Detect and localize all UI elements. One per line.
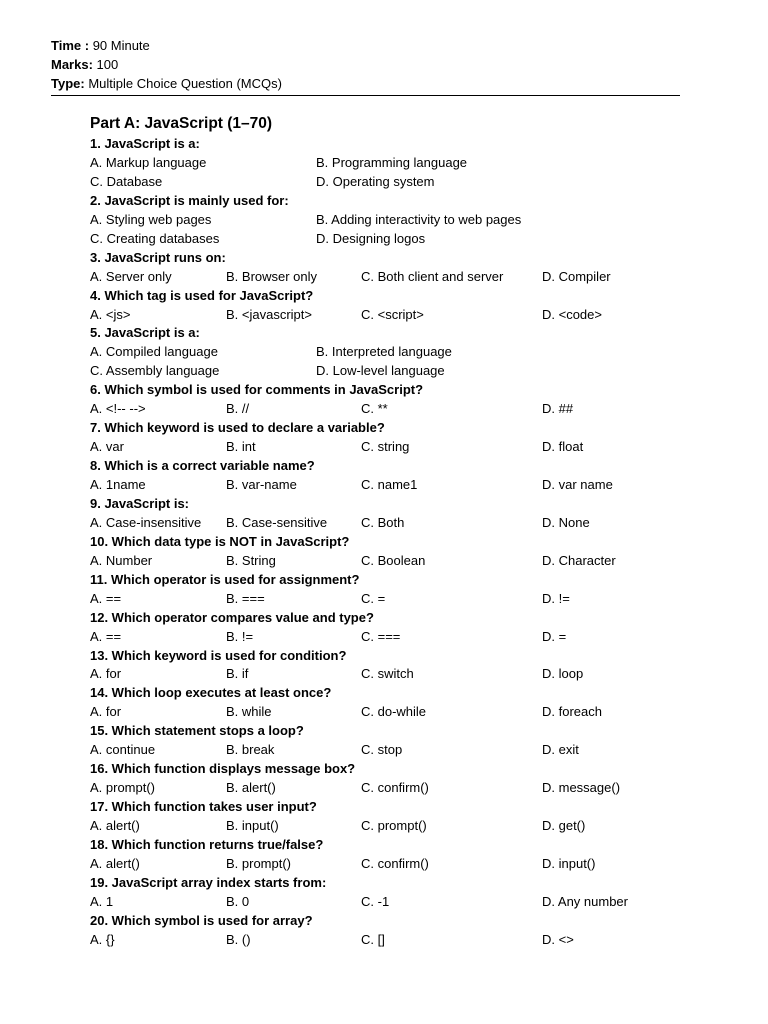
question-text: 5. JavaScript is a: <box>90 325 200 341</box>
question-text: 1. JavaScript is a: <box>90 136 200 151</box>
answer-option: A. 1name <box>90 477 146 492</box>
option-row <box>90 306 730 325</box>
question-block <box>90 381 730 419</box>
answer-option: B. === <box>226 590 265 606</box>
answer-option: C. string <box>361 439 410 455</box>
answer-option: A. {} <box>90 931 115 947</box>
answer-option: A. Case-insensitive <box>90 514 202 530</box>
answer-option: B. Browser only <box>226 268 318 284</box>
option-row <box>90 268 730 287</box>
option-row <box>90 343 730 362</box>
question-block <box>90 798 730 836</box>
question-text: 20. Which symbol is used for array? <box>90 912 313 928</box>
question-text: 13. Which keyword is used for condition? <box>90 647 347 663</box>
answer-option: C. confirm() <box>361 855 429 871</box>
answer-option: C. name1 <box>361 477 418 492</box>
question-block <box>90 684 730 722</box>
question-block <box>90 533 730 571</box>
question-block <box>90 647 730 685</box>
option-row <box>90 590 730 609</box>
option-row <box>90 476 730 495</box>
answer-option: A. var <box>90 439 124 455</box>
answer-option: D. exit <box>542 742 579 758</box>
option-row <box>90 230 730 249</box>
answer-option: D. get() <box>542 818 586 834</box>
answer-option: B. break <box>226 742 275 758</box>
option-row <box>90 514 730 533</box>
answer-option: B. Case-sensitive <box>226 514 328 530</box>
question-text: 10. Which data type is NOT in JavaScript? <box>90 533 350 549</box>
exam-header <box>51 36 680 96</box>
question-block <box>90 571 730 609</box>
marks-label: Marks: <box>51 57 93 72</box>
answer-option: D. Character <box>542 552 616 568</box>
answer-option: C. [] <box>361 931 385 947</box>
option-row <box>90 628 730 647</box>
question-list <box>90 135 730 950</box>
option-row <box>90 173 730 192</box>
question-text: 16. Which function displays message box? <box>90 761 356 777</box>
question-text: 12. Which operator compares value and type? <box>90 609 374 625</box>
question-text: 14. Which loop executes at least once? <box>90 685 332 701</box>
answer-option: A. Number <box>90 552 153 568</box>
question-block <box>90 912 730 950</box>
section-title: Part A: JavaScript (1–70) <box>90 115 273 132</box>
answer-option: C. confirm() <box>361 780 429 796</box>
question-block <box>90 760 730 798</box>
question-text: 8. Which is a correct variable name? <box>90 458 315 474</box>
answer-option: C. -1 <box>361 893 390 909</box>
answer-option: B. prompt() <box>226 855 292 871</box>
answer-option: A. prompt() <box>90 780 156 796</box>
answer-option: D. loop <box>542 666 584 682</box>
question-text: 11. Which operator is used for assignment? <box>90 571 360 587</box>
answer-option: C. = <box>361 590 386 606</box>
answer-option: D. Any number <box>542 893 628 909</box>
answer-option: A. Styling web pages <box>90 211 212 227</box>
time-line <box>51 36 680 55</box>
question-text: 6. Which symbol is used for comments in JavaScript? <box>90 382 424 398</box>
question-text: 19. JavaScript array index starts from: <box>90 874 327 890</box>
answer-option: B. if <box>226 666 249 682</box>
answer-option: A. == <box>90 590 122 606</box>
answer-option: B. () <box>226 931 251 947</box>
question-block <box>90 324 730 381</box>
question-block <box>90 287 730 325</box>
answer-option: B. String <box>226 552 276 568</box>
type-line <box>51 74 680 93</box>
option-row <box>90 438 730 457</box>
answer-option: C. Database <box>90 173 163 189</box>
answer-option: A. Markup language <box>90 154 207 170</box>
question-block <box>90 419 730 457</box>
answer-option: A. Compiled language <box>90 344 218 360</box>
option-row <box>90 893 730 912</box>
option-row <box>90 211 730 230</box>
question-text: 17. Which function takes user input? <box>90 799 317 815</box>
answer-option: A. == <box>90 628 122 644</box>
answer-option: B. 0 <box>226 893 250 909</box>
question-text: 4. Which tag is used for JavaScript? <box>90 287 314 303</box>
answer-option: D. Compiler <box>542 268 611 284</box>
answer-option: B. input() <box>226 818 279 834</box>
answer-option: C. === <box>361 628 401 644</box>
answer-option: B. alert() <box>226 780 276 796</box>
answer-option: C. Both client and server <box>361 268 504 284</box>
option-row <box>90 817 730 836</box>
question-block <box>90 457 730 495</box>
answer-option: C. <script> <box>361 306 424 322</box>
answer-option: B. // <box>226 401 250 417</box>
option-row <box>90 779 730 798</box>
question-block <box>90 135 730 192</box>
answer-option: D. <code> <box>542 306 602 322</box>
answer-option: D. None <box>542 514 590 530</box>
answer-option: D. Designing logos <box>316 230 426 246</box>
answer-option: D. != <box>542 590 570 606</box>
answer-option: A. continue <box>90 742 156 758</box>
option-row <box>90 154 730 173</box>
answer-option: C. stop <box>361 742 403 758</box>
answer-option: C. Both <box>361 514 405 530</box>
answer-option: C. Creating databases <box>90 230 220 246</box>
answer-option: A. alert() <box>90 818 140 834</box>
option-row <box>90 741 730 760</box>
answer-option: A. alert() <box>90 855 140 871</box>
marks-line <box>51 55 680 74</box>
answer-option: B. != <box>226 628 254 644</box>
answer-option: C. Boolean <box>361 552 426 568</box>
answer-option: C. prompt() <box>361 818 427 834</box>
answer-option: D. = <box>542 628 567 644</box>
answer-option: D. <> <box>542 931 574 947</box>
option-row <box>90 362 730 381</box>
answer-option: D. message() <box>542 780 621 796</box>
marks-value: 100 <box>96 57 119 72</box>
answer-option: A. Server only <box>90 268 172 284</box>
type-label: Type: <box>51 76 85 91</box>
answer-option: A. <!-- --> <box>90 401 146 417</box>
answer-option: B. while <box>226 704 272 720</box>
answer-option: D. float <box>542 439 584 455</box>
answer-option: B. var-name <box>226 477 297 492</box>
option-row <box>90 855 730 874</box>
answer-option: C. ** <box>361 401 388 417</box>
answer-option: A. <js> <box>90 306 131 322</box>
answer-option: C. do-while <box>361 704 427 720</box>
answer-option: B. Interpreted language <box>316 344 452 360</box>
question-text: 2. JavaScript is mainly used for: <box>90 192 289 208</box>
question-text: 7. Which keyword is used to declare a variable? <box>90 420 385 436</box>
question-block <box>90 836 730 874</box>
answer-option: D. input() <box>542 855 596 871</box>
answer-option: B. Programming language <box>316 154 468 170</box>
time-value: 90 Minute <box>92 38 150 53</box>
question-text: 9. JavaScript is: <box>90 495 189 511</box>
answer-option: A. for <box>90 666 122 682</box>
option-row <box>90 552 730 571</box>
answer-option: B. <javascript> <box>226 306 312 322</box>
question-block <box>90 192 730 249</box>
question-text: 3. JavaScript runs on: <box>90 249 226 265</box>
question-text: 18. Which function returns true/false? <box>90 836 324 852</box>
answer-option: D. ## <box>542 401 574 417</box>
option-row <box>90 665 730 684</box>
option-row <box>90 703 730 722</box>
option-row <box>90 931 730 950</box>
answer-option: D. foreach <box>542 704 602 720</box>
answer-option: B. int <box>226 439 256 455</box>
question-block <box>90 249 730 287</box>
answer-option: A. for <box>90 704 122 720</box>
question-block <box>90 609 730 647</box>
answer-option: D. var name <box>542 477 613 492</box>
answer-option: C. Assembly language <box>90 363 220 379</box>
question-block <box>90 722 730 760</box>
question-block <box>90 495 730 533</box>
answer-option: D. Operating system <box>316 173 435 189</box>
answer-option: C. switch <box>361 666 414 682</box>
answer-option: A. 1 <box>90 893 114 909</box>
answer-option: D. Low-level language <box>316 363 445 379</box>
question-block <box>90 874 730 912</box>
question-text: 15. Which statement stops a loop? <box>90 723 304 739</box>
answer-option: B. Adding interactivity to web pages <box>316 211 522 227</box>
type-value: Multiple Choice Question (MCQs) <box>88 76 282 91</box>
option-row <box>90 400 730 419</box>
time-label: Time : <box>51 38 90 53</box>
